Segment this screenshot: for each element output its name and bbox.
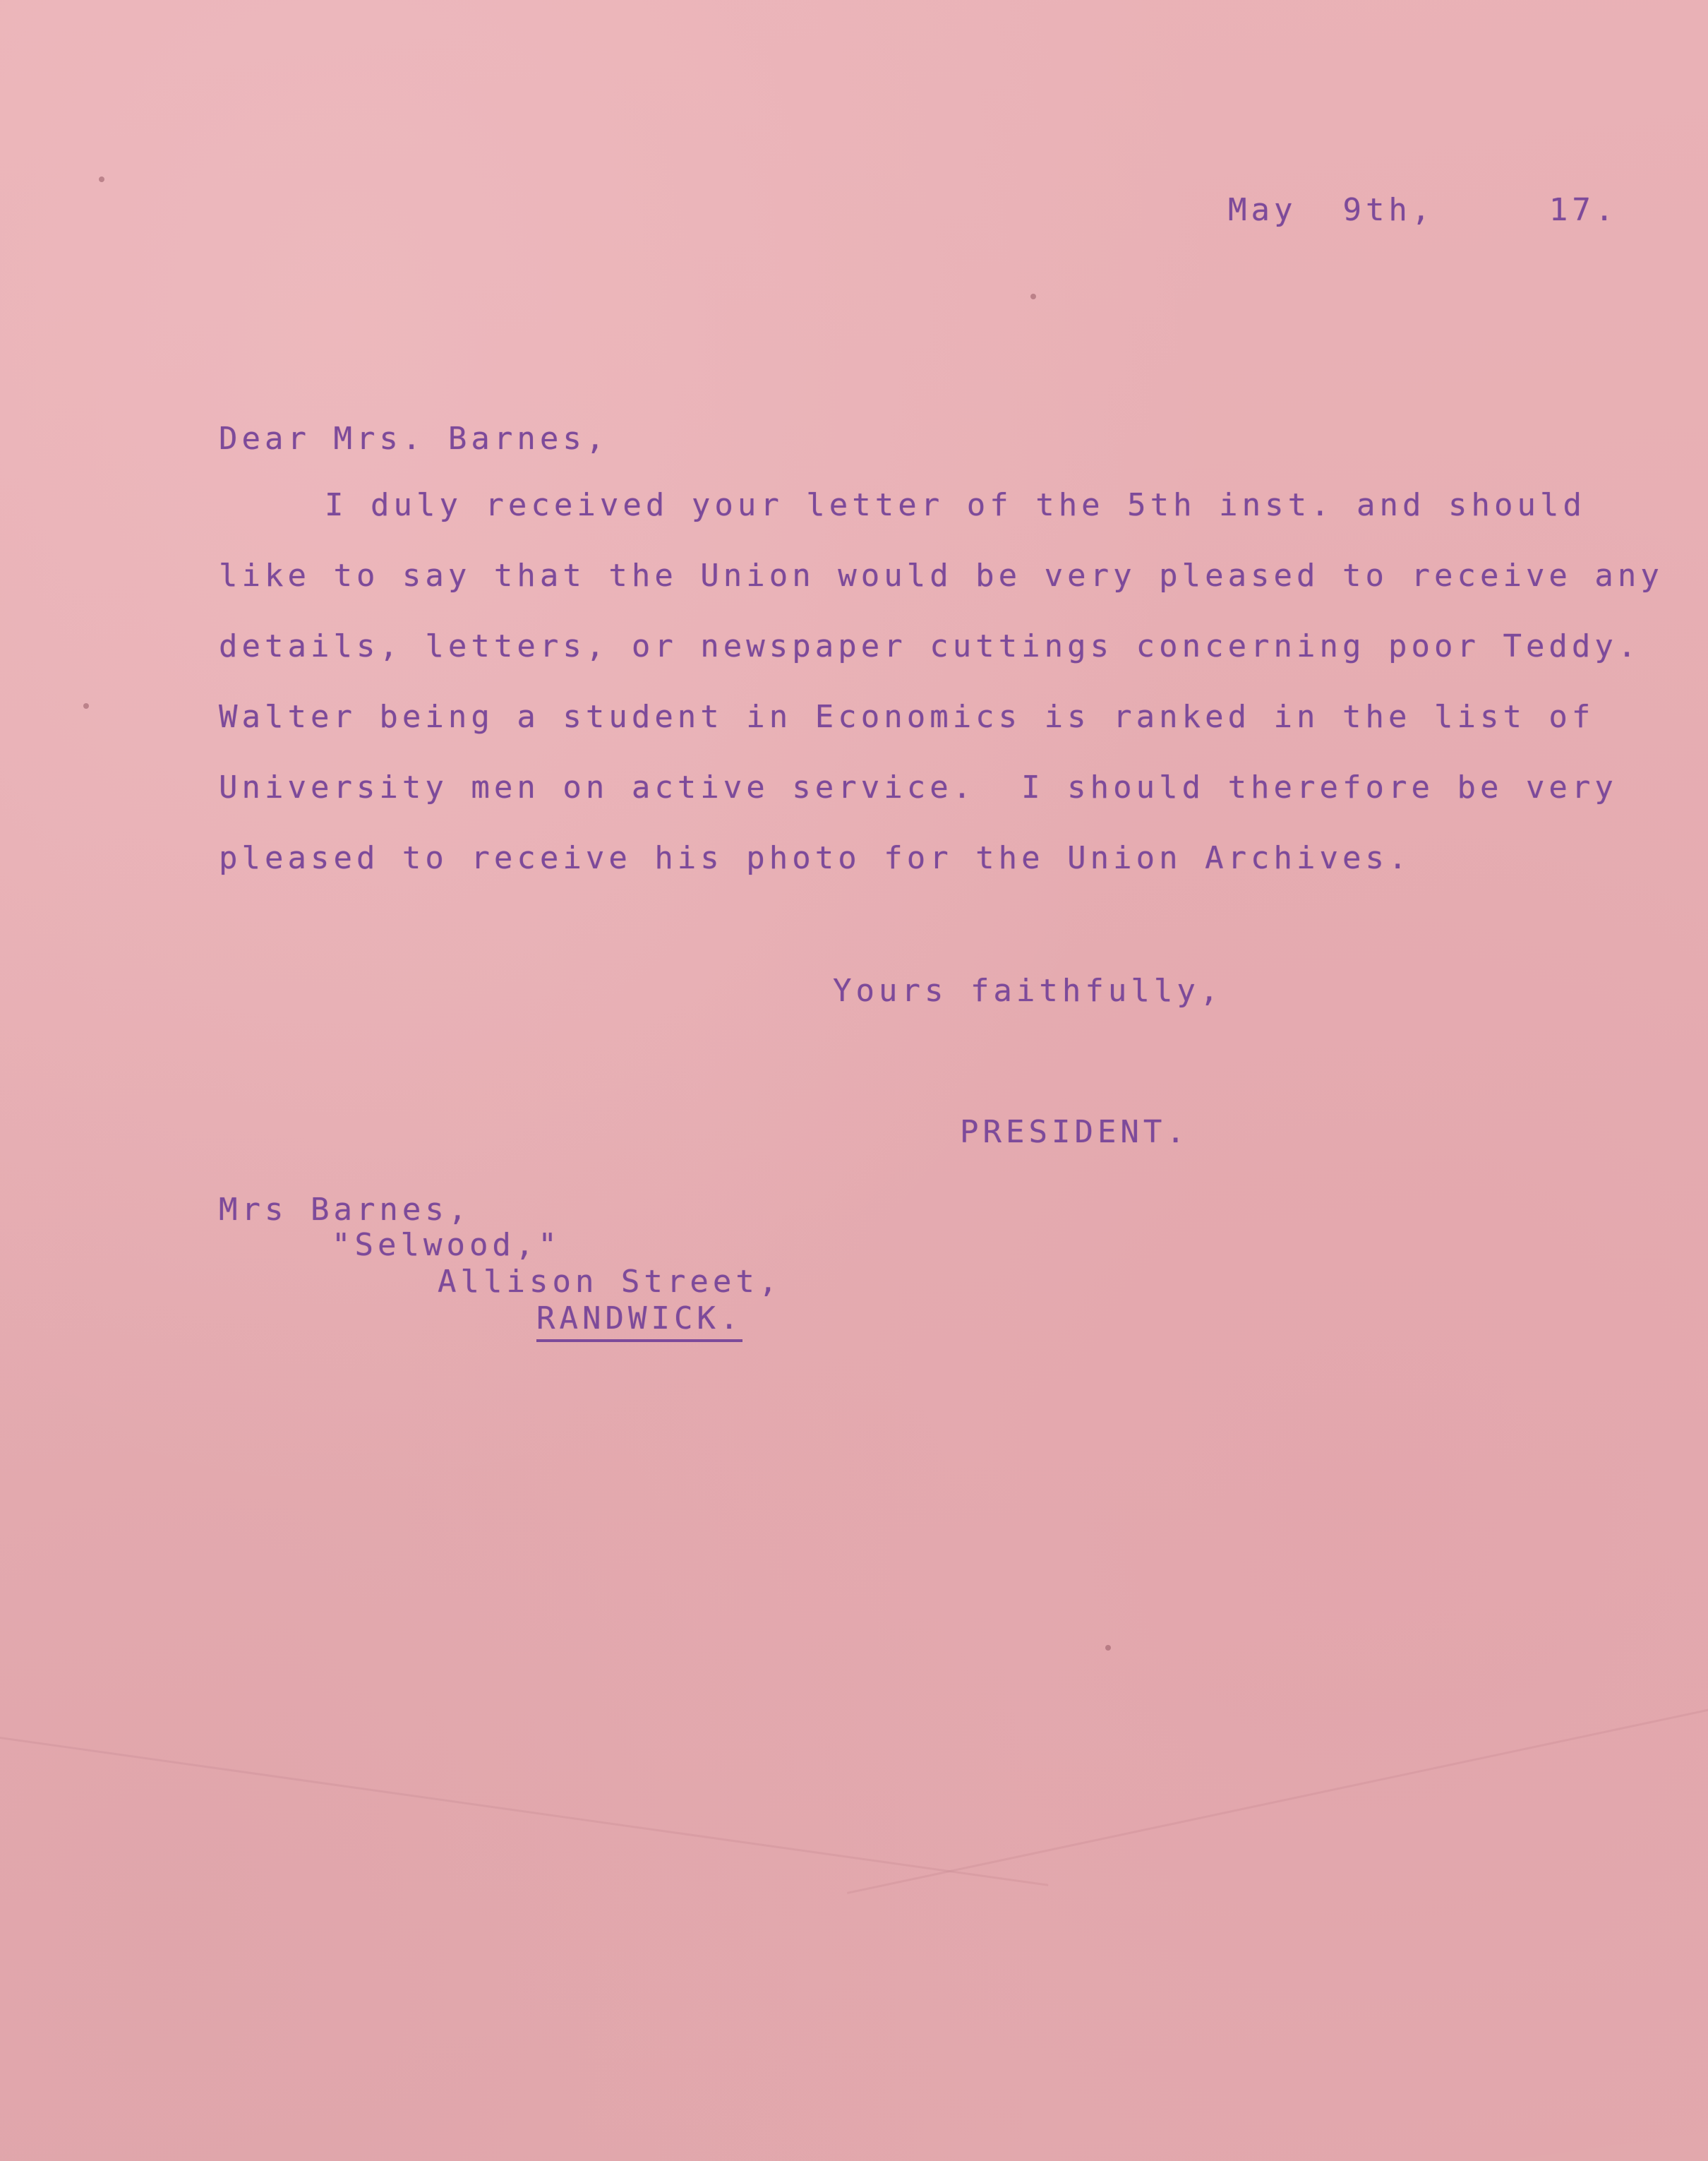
paper-speck — [99, 176, 104, 182]
letter-date: May 9th, 17. — [1228, 192, 1618, 228]
paper-speck — [1030, 294, 1036, 299]
address-suburb: RANDWICK. — [536, 1300, 742, 1342]
address-name: Mrs Barnes, — [219, 1192, 471, 1228]
letter-closing: Yours faithfully, — [833, 973, 1223, 1009]
letter-salutation: Dear Mrs. Barnes, — [219, 421, 609, 457]
paper-fold-crease — [0, 1737, 1048, 1886]
paper-speck — [83, 703, 89, 709]
address-street: Allison Street, — [438, 1264, 782, 1300]
body-line: I duly received your letter of the 5th inst. and should — [325, 487, 1586, 523]
paper-speck — [1105, 1645, 1111, 1651]
body-line: University men on active service. I should therefore be very — [219, 770, 1618, 806]
body-line: Walter being a student in Economics is ranked in the list of — [219, 699, 1595, 735]
body-line: details, letters, or newspaper cuttings concerning poor Teddy. — [219, 628, 1641, 664]
body-line: like to say that the Union would be very pleased to receive any — [219, 558, 1664, 594]
address-house: "Selwood," — [332, 1227, 561, 1263]
paper-fold-crease — [847, 1701, 1708, 1894]
letter-signature: PRESIDENT. — [960, 1114, 1189, 1150]
body-line: pleased to receive his photo for the Union Archives. — [219, 840, 1412, 876]
